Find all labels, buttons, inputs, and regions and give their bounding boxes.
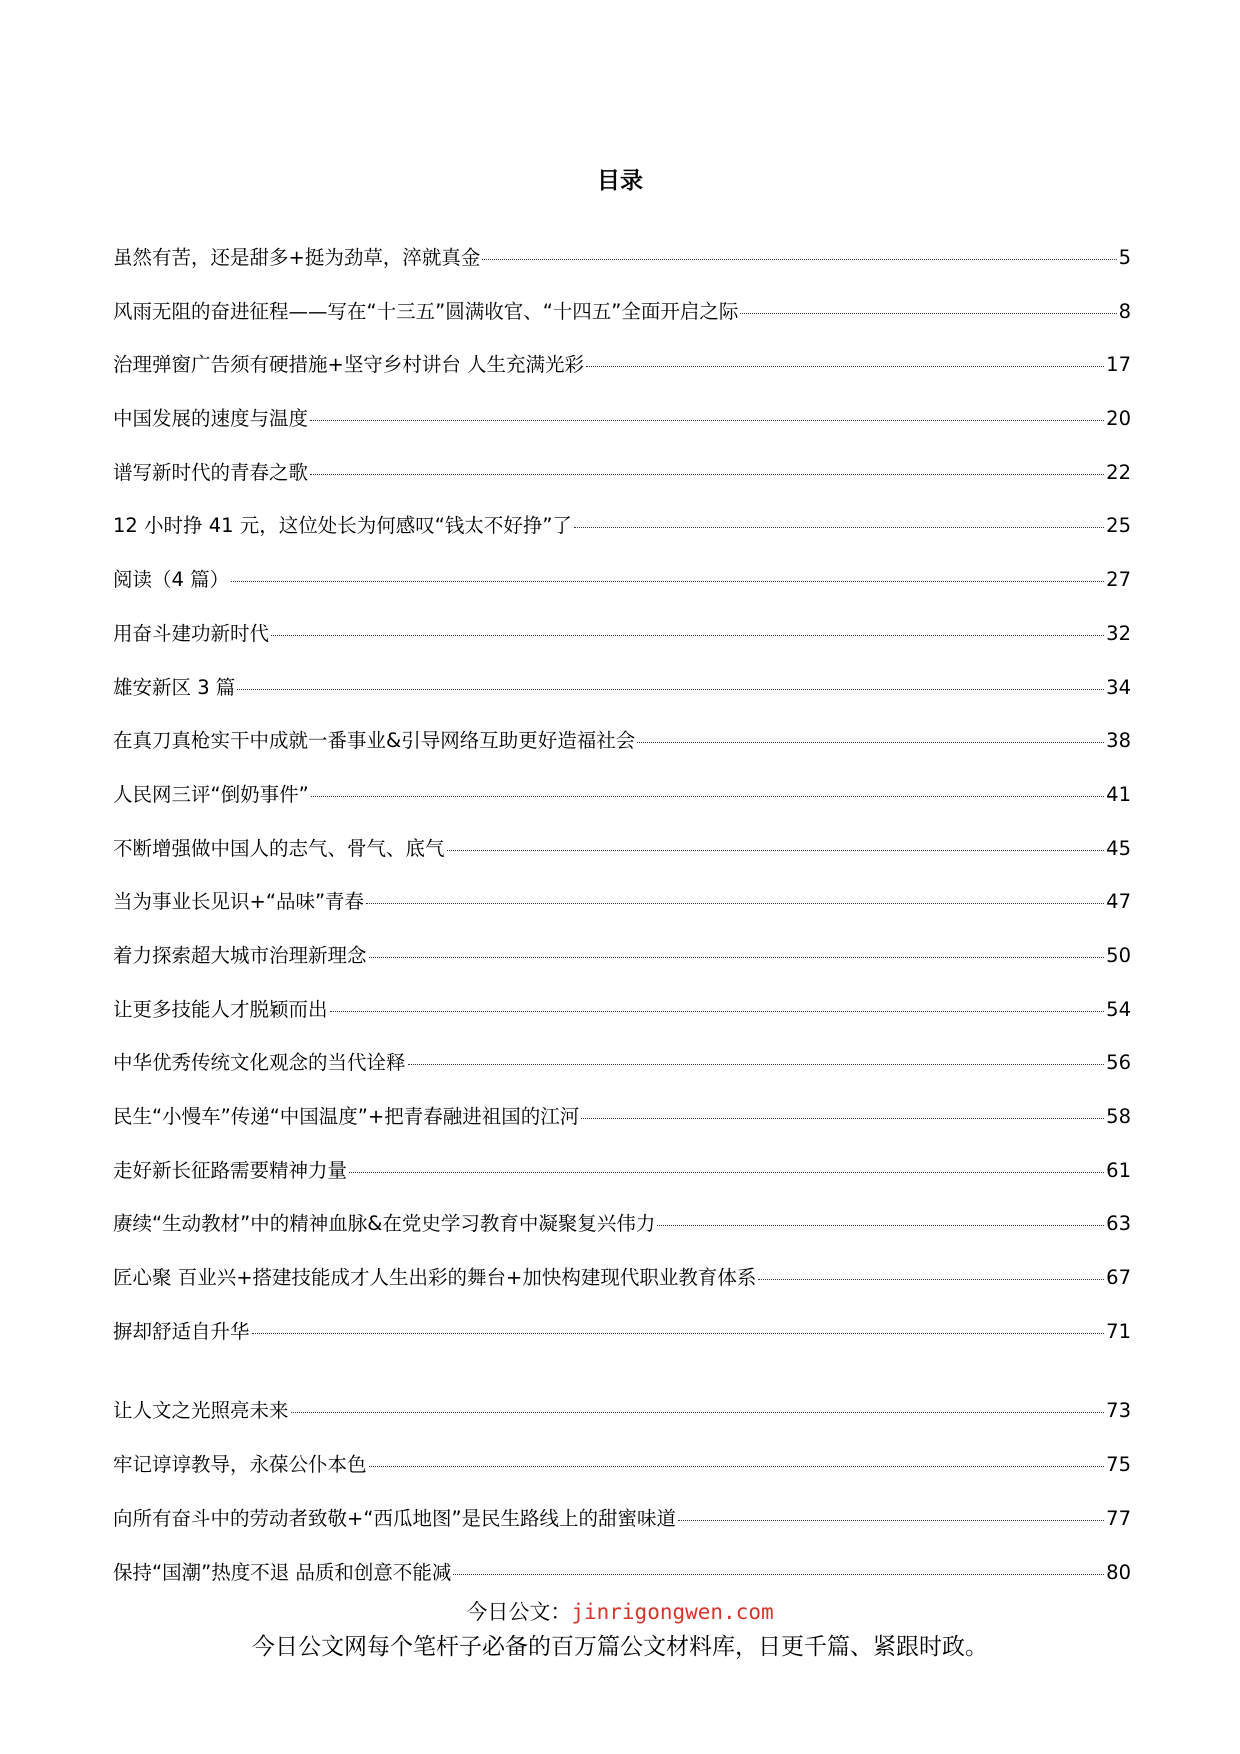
toc-entry-title: 雄安新区 3 篇 (113, 675, 236, 699)
toc-entry[interactable] (113, 781, 1131, 835)
toc-entry-title: 保持“国潮”热度不退 品质和创意不能减 (113, 1560, 452, 1584)
toc-entry-page: 61 (1106, 1158, 1131, 1182)
toc-entry-title: 牢记谆谆教导，永葆公仆本色 (113, 1453, 367, 1477)
toc-entry-title: 风雨无阻的奋进征程——写在“十三五”圆满收官、“十四五”全面开启之际 (113, 299, 739, 323)
toc-entry-page: 50 (1106, 943, 1131, 967)
footer-site-line (0, 1597, 1240, 1627)
toc-entry[interactable] (113, 1157, 1131, 1211)
toc-entry-page: 34 (1106, 675, 1131, 699)
toc-entry-page: 38 (1106, 729, 1131, 753)
toc-entry[interactable] (113, 835, 1131, 889)
toc-leader-dots (291, 1412, 1105, 1413)
toc-entry-page: 56 (1106, 1051, 1131, 1075)
toc-entry-page: 25 (1106, 514, 1131, 538)
toc-entry-page: 45 (1106, 836, 1131, 860)
page-title: 目录 (597, 168, 643, 194)
toc-entry-title: 阅读（4 篇） (113, 568, 230, 592)
toc-entry[interactable] (113, 1505, 1131, 1559)
toc-entry-title: 民生“小慢车”传递“中国温度”+把青春融进祖国的江河 (113, 1105, 580, 1128)
toc-leader-dots (349, 1172, 1104, 1173)
toc-entry[interactable] (113, 1264, 1131, 1318)
toc-leader-dots (581, 1118, 1104, 1119)
toc-leader-dots (678, 1520, 1104, 1521)
toc-entry-title: 治理弹窗广告须有硬措施+坚守乡村讲台 人生充满光彩 (113, 353, 585, 377)
toc-entry[interactable] (113, 1049, 1131, 1103)
toc-leader-dots (369, 1466, 1105, 1467)
toc-entry[interactable] (113, 459, 1131, 513)
toc-entry[interactable] (113, 351, 1131, 405)
toc-entry-title: 不断增强做中国人的志气、骨气、底气 (113, 836, 445, 860)
toc-entry[interactable] (113, 942, 1131, 996)
toc-entry-page: 8 (1118, 299, 1131, 323)
toc-entry-title: 让更多技能人才脱颖而出 (113, 997, 328, 1021)
toc-leader-dots (271, 635, 1104, 636)
toc-entry-title: 虽然有苦，还是甜多+挺为劲草，淬就真金 (113, 246, 481, 269)
toc-leader-dots (231, 581, 1104, 582)
toc-entry[interactable] (113, 888, 1131, 942)
toc-entry-title: 中国发展的速度与温度 (113, 407, 309, 431)
toc-entry[interactable] (113, 620, 1131, 674)
toc-leader-dots (758, 1279, 1104, 1280)
toc-entry[interactable] (113, 996, 1131, 1050)
toc-entry-title: 匠心聚 百业兴+搭建技能成才人生出彩的舞台+加快构建现代职业教育体系 (113, 1266, 757, 1290)
toc-entry-page: 75 (1106, 1453, 1131, 1477)
toc-leader-dots (237, 689, 1104, 690)
toc-entry-page: 20 (1106, 407, 1131, 431)
toc-leader-dots (310, 420, 1104, 421)
toc-entry-title: 向所有奋斗中的劳动者致敬+“西瓜地图”是民生路线上的甜蜜味道 (113, 1506, 677, 1530)
toc-entry-page: 71 (1106, 1319, 1131, 1343)
toc-entry-page: 27 (1106, 568, 1131, 592)
footer-label: 今日公文： (466, 1600, 572, 1624)
toc-entry-title: 中华优秀传统文化观念的当代诠释 (113, 1051, 406, 1075)
toc-entry[interactable] (113, 1451, 1131, 1505)
toc-entry[interactable] (113, 1103, 1131, 1157)
toc-entry[interactable] (113, 1397, 1131, 1451)
toc-entry-title: 在真刀真枪实干中成就一番事业&引导网络互助更好造福社会 (113, 729, 636, 753)
toc-leader-dots (330, 1011, 1105, 1012)
toc-entry[interactable] (113, 405, 1131, 459)
toc-entry-page: 58 (1106, 1105, 1131, 1128)
toc-entry[interactable] (113, 674, 1131, 728)
toc-entry[interactable] (113, 512, 1131, 566)
toc-entry-page: 54 (1106, 997, 1131, 1021)
footer-site-link[interactable]: jinrigongwen.com (571, 1600, 774, 1624)
toc-leader-dots (657, 1225, 1104, 1226)
toc-leader-dots (408, 1064, 1105, 1065)
toc-entry[interactable] (113, 298, 1131, 352)
toc-entry-page: 41 (1106, 782, 1131, 806)
toc-leader-dots (447, 850, 1105, 851)
toc-entry[interactable] (113, 244, 1131, 298)
toc-entry[interactable] (113, 1210, 1131, 1264)
toc-entry-page: 32 (1106, 621, 1131, 645)
toc-leader-dots (366, 903, 1104, 904)
toc-leader-dots (310, 474, 1104, 475)
toc-entry-title: 当为事业长见识+“品味”青春 (113, 890, 365, 914)
toc-entry-page: 22 (1106, 460, 1131, 484)
footer-tagline: 今日公文网每个笔杆子必备的百万篇公文材料库，日更千篇、紧跟时政。 (252, 1634, 988, 1660)
toc-leader-dots (637, 742, 1104, 743)
toc-entry-page: 73 (1106, 1399, 1131, 1423)
toc-leader-dots (453, 1574, 1104, 1575)
toc-entry-title: 着力探索超大城市治理新理念 (113, 943, 367, 967)
toc-entry-page: 47 (1106, 890, 1131, 914)
toc-leader-dots (482, 259, 1116, 260)
toc-leader-dots (586, 366, 1104, 367)
toc-entry-title: 人民网三评“倒奶事件” (113, 782, 309, 806)
toc-leader-dots (369, 957, 1105, 958)
toc-leader-dots (740, 313, 1116, 314)
toc-entry-title: 赓续“生动教材”中的精神血脉&在党史学习教育中凝聚复兴伟力 (113, 1212, 656, 1236)
toc-entry-page: 77 (1106, 1506, 1131, 1530)
toc-entry[interactable] (113, 1318, 1131, 1372)
toc-entry-page: 67 (1106, 1266, 1131, 1290)
toc-leader-dots (252, 1333, 1105, 1334)
toc-entry-title: 摒却舒适自升华 (113, 1319, 250, 1343)
toc-leader-dots (311, 796, 1104, 797)
toc-entry-title: 让人文之光照亮未来 (113, 1399, 289, 1423)
toc-entry-page: 63 (1106, 1212, 1131, 1236)
toc-entry-page: 17 (1106, 353, 1131, 377)
toc-entry[interactable] (113, 566, 1131, 620)
toc-entry-title: 用奋斗建功新时代 (113, 621, 270, 645)
toc-entry-page: 80 (1106, 1560, 1131, 1584)
toc-entry-page: 5 (1118, 246, 1131, 269)
toc-entry[interactable] (113, 727, 1131, 781)
table-of-contents (113, 244, 1131, 1612)
toc-entry-title: 12 小时挣 41 元，这位处长为何感叹“钱太不好挣”了 (113, 514, 572, 538)
toc-leader-dots (574, 527, 1104, 528)
toc-entry-title: 走好新长征路需要精神力量 (113, 1158, 348, 1182)
toc-entry-title: 谱写新时代的青春之歌 (113, 460, 309, 484)
